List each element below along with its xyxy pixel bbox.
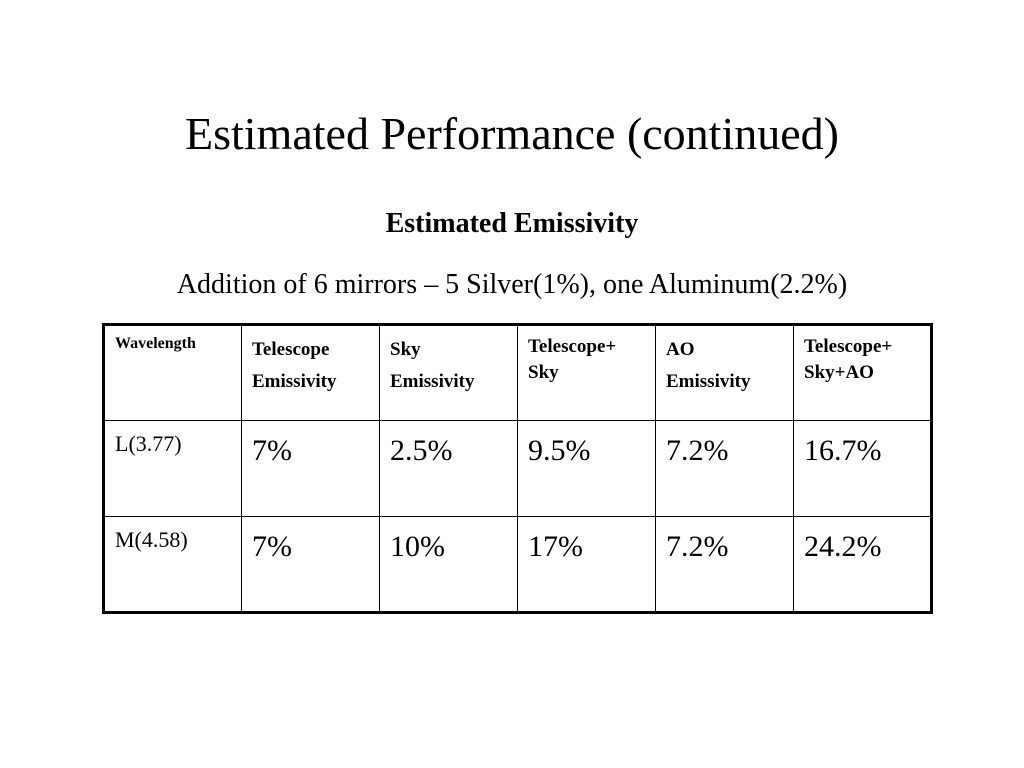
slide-description: Addition of 6 mirrors – 5 Silver(1%), one Aluminum(2.2%) [176,269,848,300]
header-telescope-emissivity [242,325,380,421]
table-cell [518,517,656,613]
cell-value: 7% [252,434,292,467]
header-ao-emissivity [656,325,794,421]
table-cell [380,421,518,517]
table-cell [794,517,932,613]
header-label: Sky+AO [804,362,874,383]
cell-value: 24.2% [804,530,882,563]
table-row [104,421,932,517]
row-label-text: M(4.58) [115,527,188,552]
table-cell [518,421,656,517]
table-cell [242,421,380,517]
table-cell [380,517,518,613]
slide-subtitle: Estimated Emissivity [385,208,639,239]
header-label: Telescope [252,339,330,360]
table-cell [794,421,932,517]
row-label-text: L(3.77) [115,431,182,456]
cell-value: 10% [390,530,445,563]
row-label [104,517,242,613]
cell-value: 9.5% [528,434,591,467]
header-telescope-sky-ao [794,325,932,421]
header-label: Telescope+ [804,336,893,357]
table-header-row [104,325,932,421]
header-label: Telescope+ [528,336,617,357]
cell-value: 17% [528,530,583,563]
header-label: Wavelength [115,335,196,352]
cell-value: 7.2% [666,530,729,563]
header-wavelength [104,325,242,421]
table-cell [242,517,380,613]
table-row [104,517,932,613]
emissivity-table [102,323,933,614]
header-telescope-sky [518,325,656,421]
header-label: Emissivity [252,371,337,392]
cell-value: 2.5% [390,434,453,467]
header-label: Emissivity [390,371,475,392]
cell-value: 7.2% [666,434,729,467]
header-label: AO [666,339,695,360]
row-label [104,421,242,517]
header-label: Sky [528,362,559,383]
header-label: Emissivity [666,371,751,392]
header-label: Sky [390,339,421,360]
cell-value: 16.7% [804,434,882,467]
header-sky-emissivity [380,325,518,421]
table-cell [656,517,794,613]
cell-value: 7% [252,530,292,563]
table-cell [656,421,794,517]
slide-title: Estimated Performance (continued) [185,108,839,159]
